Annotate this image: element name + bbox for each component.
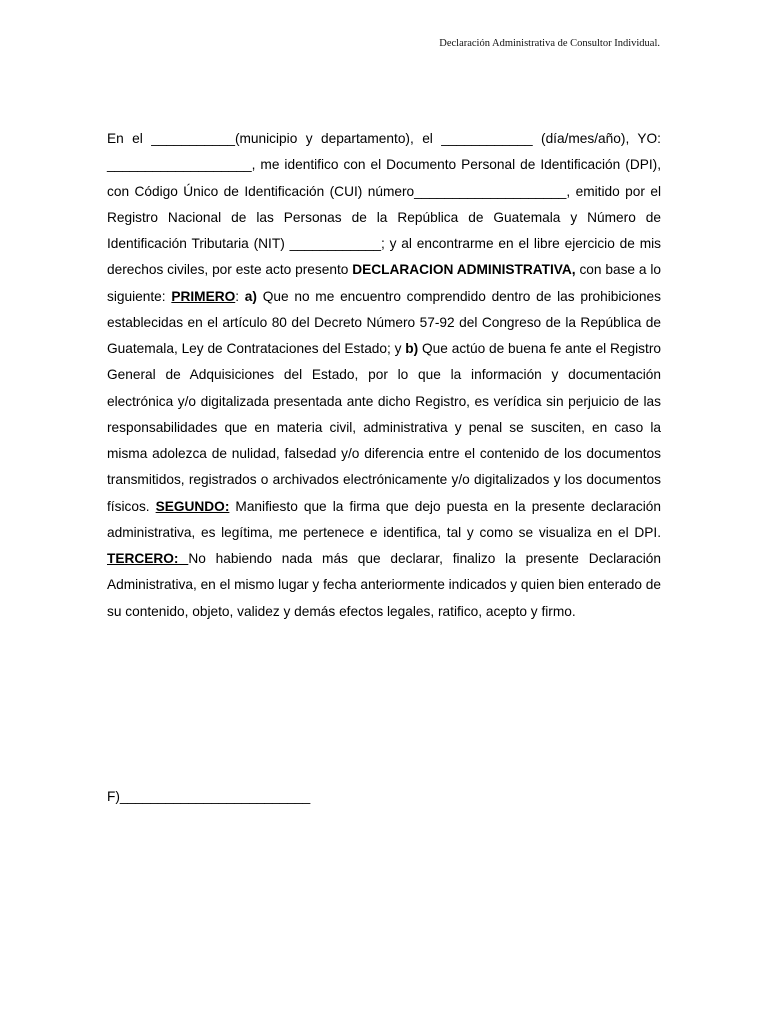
tercero-heading-wrap bbox=[107, 551, 188, 566]
page-header: Declaración Administrativa de Consultor Individual. bbox=[439, 38, 660, 49]
intro-continuation: con base a lo siguiente: bbox=[107, 262, 661, 304]
tercero-heading: TERCERO: bbox=[107, 551, 189, 566]
declaration-body bbox=[107, 126, 661, 625]
segundo-text: Manifiesto que la firma que dejo puesta en la presente declaración administrativa, es legítima, me pertenece e identifica, tal y como se visualiza en el DPI. bbox=[107, 498, 661, 540]
tercero-text: No habiendo nada más que declarar, finalizo la presente Declaración Administrativa, en el mismo lugar y fecha anteriormente indicados y quien bien enterado de su contenido, objeto, validez y demás efectos legales, ratifico, acepto y firmo. bbox=[107, 551, 661, 619]
item-a-label: a) bbox=[244, 288, 257, 304]
primero-heading: PRIMERO bbox=[171, 288, 236, 304]
intro-text: En el ___________(municipio y departamento), el ____________ (día/mes/año), YO: ___________________, me identifico con el Documento Personal de Identificación (DPI), con Código Único de Identificación (CUI) número____________________, emitido por el Registro Nacional de las Personas de la República de Guatemala y Número de Identificación Tributaria (NIT) ____________; y al encontrarme en el libre ejercicio de mis derechos civiles, por este acto presento bbox=[107, 131, 661, 278]
declaration-title: DECLARACION ADMINISTRATIVA, bbox=[352, 262, 576, 278]
segundo-heading-wrap bbox=[156, 499, 230, 514]
item-b-text: Que actúo de buena fe ante el Registro General de Adquisiciones del Estado, por lo que la información y documentación electrónica y/o digitalizada presentada ante dicho Registro, es verídica sin perjuicio de las responsabilidades que en materia civil, administrativa y penal se susciten, en caso la misma adolezca de nulidad, falsedad y/o diferencia entre el contenido de los documentos transmitidos, registrados o archivados electrónicamente y/o digitalizados y los documentos físicos. bbox=[107, 341, 661, 514]
item-b-label: b) bbox=[405, 341, 419, 356]
item-a-text: Que no me encuentro comprendido dentro de las prohibiciones establecidas en el artículo 80 del Decreto Número 57-92 del Congreso de la República de Guatemala, Ley de Contrataciones del Estado; y bbox=[107, 288, 661, 356]
segundo-heading: SEGUNDO: bbox=[155, 498, 230, 514]
primero-heading-wrap bbox=[171, 289, 235, 304]
signature-line: F)_________________________ bbox=[107, 789, 311, 804]
primero-colon: : bbox=[235, 288, 245, 304]
